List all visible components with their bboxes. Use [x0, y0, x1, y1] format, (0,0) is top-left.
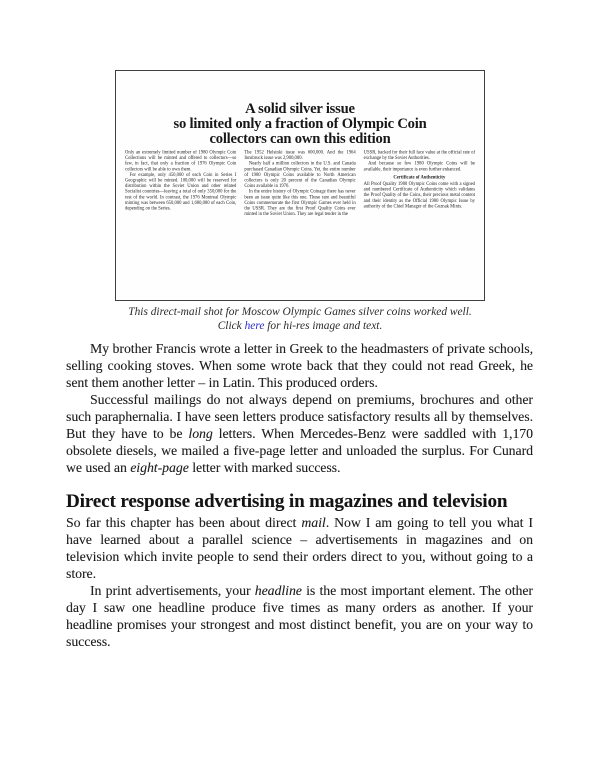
ad-paragraph: And because so few 1980 Olympic Coins will be available, their importance is even further enhanced.	[363, 161, 475, 172]
ad-paragraph: All Proof Quality 1980 Olympic Coins come with a signed and numbered Certificate of Authenticity which validates the Proof Quality of the Coins, their precious metal content and their identity as the Official 1980 Olympic Issue by authority of the Chief Manager of the Goznak Mints.	[363, 181, 475, 209]
ad-column-3	[364, 150, 475, 217]
paragraph-successful-mailings: Successful mailings do not always depend on premiums, brochures and other such paraphernalia. I have seen letters produce satisfactory results all by themselves. But they have to be long letters. When Mercedes-Benz were saddled with 1,170 obsolete diesels, we mailed a five-page letter and unloaded the surplus. For Cunard we used an eight-page letter with marked success.	[66, 392, 533, 475]
ad-paragraph: In the entire history of Olympic Coinage there has never been an issue quite like this one. These rare and beautiful Coins commemorate the first Olympic Games ever held in the USSR. They are the first Proof Quality Coins ever minted in the Soviet Union. They are legal tender in the	[244, 189, 356, 217]
paragraph-in-print: In print advertisements, your headline is the most important element. The other day I saw one headline produce five times as many orders as another. If your headline promises your strongest and most distinct benefit, you are on your way to success.	[66, 583, 533, 649]
ad-headline-line-3: collectors can own this edition	[209, 131, 391, 147]
caption-line-1: This direct-mail shot for Moscow Olympic Games silver coins worked well.	[128, 306, 472, 318]
italic-text: mail	[301, 515, 326, 530]
italic-text: long	[188, 426, 213, 441]
figure-caption	[0, 306, 600, 333]
ad-headline	[116, 102, 484, 147]
ad-paragraph: USSR, backed for their full face value at the official rate of exchange by the Soviet Authorities.	[363, 150, 475, 161]
ad-body-columns	[125, 150, 475, 294]
ad-scan-figure	[115, 70, 485, 301]
section-heading: Direct response advertising in magazines and television	[66, 491, 508, 512]
paragraph-brother-francis: My brother Francis wrote a letter in Greek to the headmasters of private schools, selling cooking stoves. When some wrote back that they could not read Greek, he sent them another letter – in Latin. This produced orders.	[66, 341, 533, 390]
hires-link[interactable]: here	[244, 319, 265, 332]
ad-headline-line-1: A solid silver issue	[245, 101, 355, 117]
italic-text: headline	[254, 583, 302, 598]
paragraph-so-far: So far this chapter has been about direct mail. Now I am going to tell you what I have learned about a parallel science – advertisements in magazines and on television which invite people to send their orders direct to you, without going to a store.	[66, 515, 533, 581]
ad-paragraph: Only an extremely limited number of 1980 Olympic Coin Collections will be minted and offered to collectors—so few, in fact, that only a fraction of 1976 Olympic Coin collectors will be able to own them.	[125, 150, 237, 172]
caption-line-2: Click here for hi-res image and text.	[217, 319, 383, 332]
body-text	[66, 340, 533, 650]
ad-paragraph: Nearly half a million collectors in the U.S. and Canada purchased Canadian Olympic Coins. Yet, the entire number of 1980 Olympic Coins available to North American collectors is only 20 percent of the Canadian Olympic Coins available in 1976.	[244, 161, 356, 189]
ad-paragraph: For example, only 450,000 of each Coin in Series I Geographic will be minted. 100,000 will be reserved for distribution within the Soviet Union and other related Socialist countries—leaving a total of only 350,000 for the rest of the world. In contrast, the 1976 Montreal Olympic minting was between 650,000 and 1,680,000 of each Coin, depending on the Series.	[125, 172, 237, 212]
ad-paragraph: The 1952 Helsinki issue was 600,000. And the 1964 Innsbruck issue was 2,900,000.	[244, 150, 356, 161]
certificate-heading: Certificate of Authenticity	[393, 174, 446, 180]
ad-headline-line-2: so limited only a fraction of Olympic Coin	[173, 116, 427, 132]
italic-text: eight-page	[130, 460, 189, 475]
ad-column-2	[244, 150, 355, 217]
ad-column-1	[125, 150, 236, 217]
